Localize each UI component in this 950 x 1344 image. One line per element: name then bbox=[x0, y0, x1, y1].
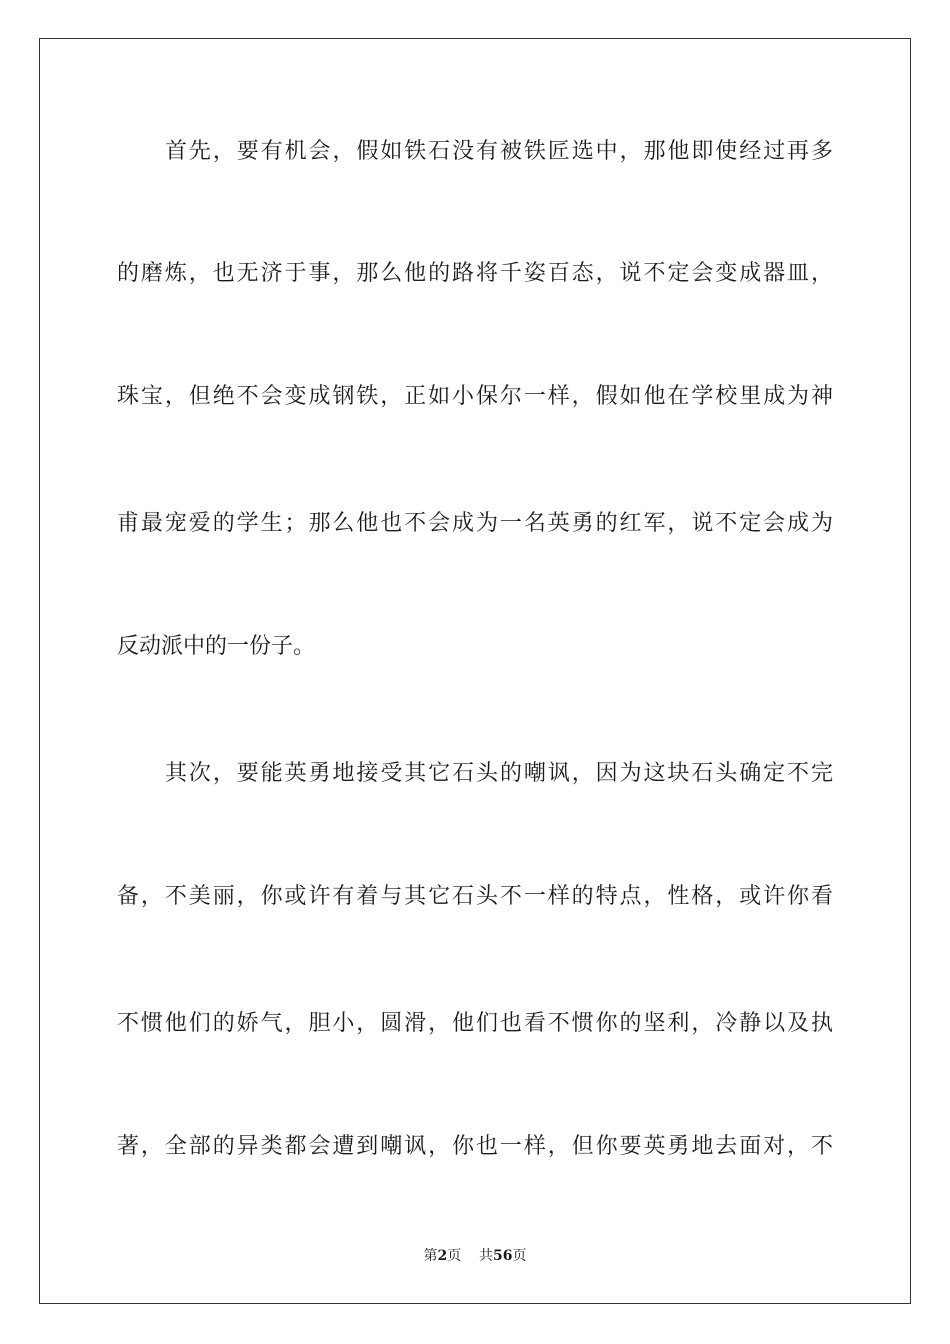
paragraph-1-line-2: 的磨炼，也无济于事，那么他的路将千姿百态，说不定会变成器皿， bbox=[117, 261, 833, 286]
paragraph-2-line-1: 其次，要能英勇地接受其它石头的嘲讽，因为这块石头确定不完 bbox=[165, 761, 833, 786]
paragraph-1-line-5: 反动派中的一份子。 bbox=[117, 634, 316, 659]
total-pages-number: 56 bbox=[493, 1248, 513, 1264]
footer-total-prefix: 共 bbox=[479, 1248, 494, 1264]
page-footer bbox=[0, 1246, 950, 1266]
footer-total-unit: 页 bbox=[512, 1248, 527, 1264]
paragraph-1-line-4: 甫最宠爱的学生；那么他也不会成为一名英勇的红军，说不定会成为 bbox=[117, 511, 833, 536]
paragraph-2-line-2: 备，不美丽，你或许有着与其它石头不一样的特点，性格，或许你看 bbox=[117, 884, 833, 909]
paragraph-2-line-4: 著，全部的异类都会遭到嘲讽，你也一样，但你要英勇地去面对，不 bbox=[117, 1134, 833, 1159]
page-border bbox=[39, 38, 911, 1304]
paragraph-1-line-3: 珠宝，但绝不会变成钢铁，正如小保尔一样，假如他在学校里成为神 bbox=[117, 384, 833, 409]
footer-page-unit: 页 bbox=[447, 1248, 462, 1264]
paragraph-2-line-3: 不惯他们的娇气，胆小，圆滑，他们也看不惯你的坚利，冷静以及执 bbox=[117, 1011, 833, 1036]
paragraph-1-line-1: 首先，要有机会，假如铁石没有被铁匠选中，那他即使经过再多 bbox=[165, 139, 833, 164]
footer-prefix: 第 bbox=[423, 1248, 438, 1264]
current-page-number: 2 bbox=[437, 1248, 448, 1264]
